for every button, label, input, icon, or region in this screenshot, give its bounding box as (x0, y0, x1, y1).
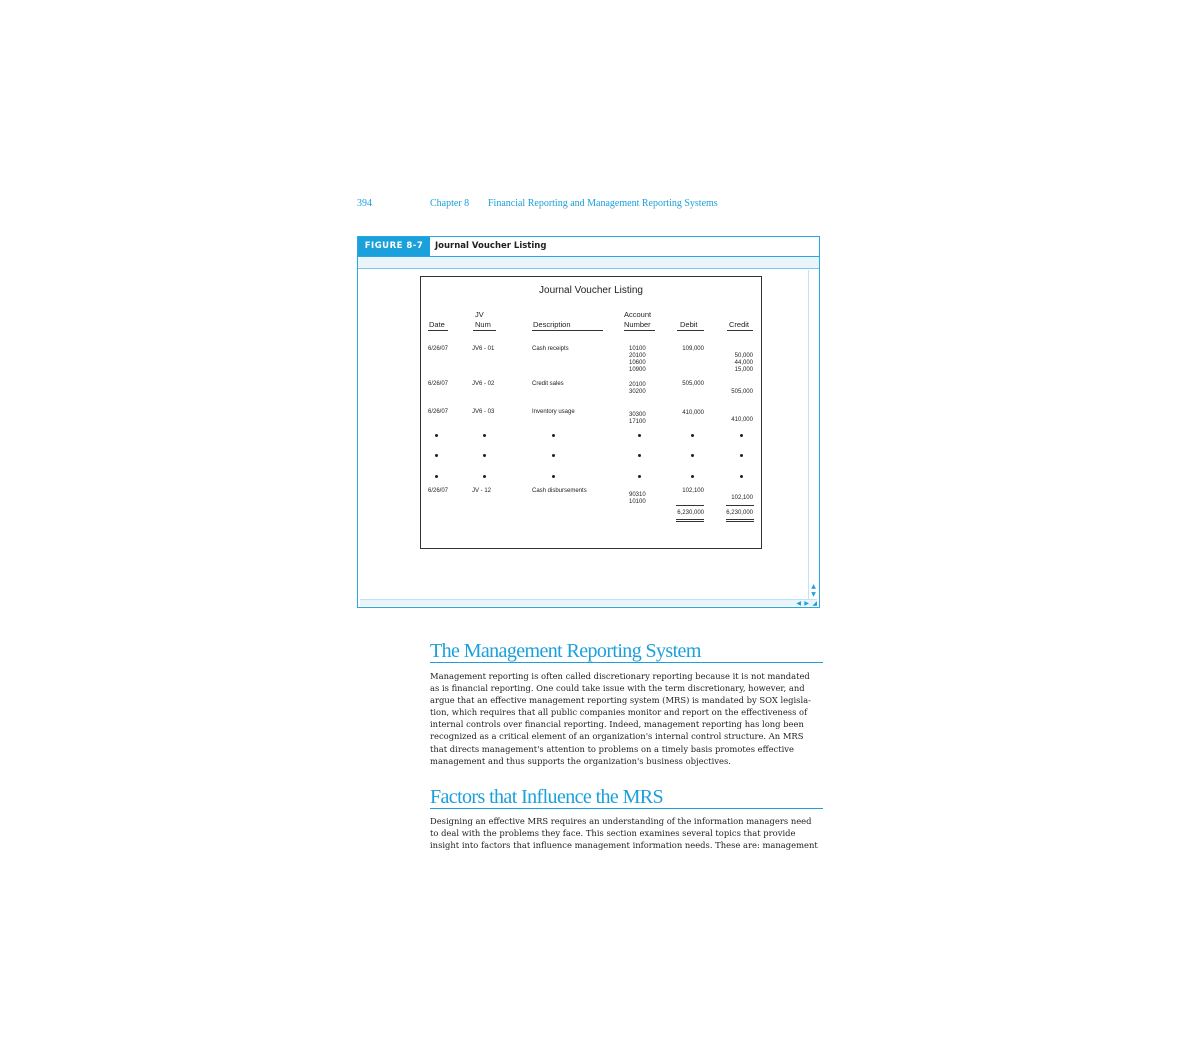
entry-date: 6/26/07 (428, 488, 449, 494)
figure-title: Journal Voucher Listing (435, 241, 547, 251)
entry-debit: 505,000 (682, 381, 704, 387)
entry-credit: 44,000 (734, 360, 753, 366)
entry-credit: 505,000 (731, 389, 753, 395)
section-paragraph-factors (430, 815, 823, 851)
entry-credit: 102,100 (731, 495, 753, 501)
ellipsis-dot (435, 475, 438, 478)
paragraph-line: that directs management's attention to problems on a timely basis promotes effective (430, 743, 794, 754)
scroll-up-icon[interactable]: ▲ (811, 583, 816, 590)
total-debit: 6,230,000 (677, 510, 704, 516)
ellipsis-dot (483, 475, 486, 478)
figure-header (358, 237, 819, 257)
ellipsis-dot (740, 475, 743, 478)
header-jv: JV (475, 310, 484, 319)
entry-jv-num: JV6 - 03 (472, 409, 495, 415)
header-num: Num (475, 320, 491, 329)
paragraph-line: tion, which requires that all public companies monitor and report on the effectiveness of (430, 707, 808, 718)
report-title: Journal Voucher Listing (539, 285, 643, 296)
ellipsis-dot (483, 454, 486, 457)
paragraph-line: internal controls over financial reporting. Indeed, management reporting has long been (430, 719, 804, 730)
paragraph-line: as is financial reporting. One could take issue with the term discretionary, however, and (430, 683, 805, 694)
entry-debit: 109,000 (682, 346, 704, 352)
entry-description: Cash receipts (532, 346, 569, 352)
paragraph-line: insight into factors that influence management information needs. These are: management (430, 840, 818, 851)
total-underline (726, 505, 754, 506)
ellipsis-dot (691, 434, 694, 437)
header-date: Date (429, 320, 445, 329)
entry-account: 10600 (629, 360, 646, 366)
chapter-title: Financial Reporting and Management Reporting Systems (488, 198, 718, 209)
total-double-underline (726, 521, 754, 522)
entry-debit: 410,000 (682, 410, 704, 416)
ellipsis-dot (691, 454, 694, 457)
entry-debit: 102,100 (682, 488, 704, 494)
scroll-down-icon[interactable]: ▼ (811, 591, 816, 598)
entry-date: 6/26/07 (428, 346, 449, 352)
ellipsis-dot (638, 475, 641, 478)
total-double-underline (676, 521, 704, 522)
entry-date: 6/26/07 (428, 381, 449, 387)
entry-date: 6/26/07 (428, 409, 449, 415)
entry-account: 10100 (629, 346, 646, 352)
entry-jv-num: JV6 - 01 (472, 346, 495, 352)
header-credit: Credit (729, 320, 750, 329)
entry-account: 30200 (629, 389, 646, 395)
entry-account: 30300 (629, 412, 646, 418)
entry-account: 20100 (629, 382, 646, 388)
header-description: Description (533, 320, 571, 329)
entry-account: 10100 (629, 499, 646, 505)
figure-label: FIGURE 8-7 (358, 237, 430, 256)
ellipsis-dot (740, 454, 743, 457)
resize-grip-icon[interactable]: ◢ (812, 600, 817, 607)
figure-journal-voucher-listing (357, 236, 820, 608)
total-double-underline (726, 519, 754, 520)
entry-account: 90310 (629, 492, 646, 498)
paragraph-line: argue that an effective management reporting system (MRS) is mandated by SOX legisla- (430, 695, 811, 706)
entry-jv-num: JV6 - 02 (472, 381, 495, 387)
section-heading-factors: Factors that Influence the MRS (430, 786, 823, 809)
entry-account: 20100 (629, 353, 646, 359)
entry-credit: 50,000 (734, 353, 753, 359)
header-underline (428, 330, 448, 331)
section-heading-mrs: The Management Reporting System (430, 640, 823, 663)
paragraph-line: Designing an effective MRS requires an understanding of the information managers need (430, 816, 812, 826)
ellipsis-dot (435, 434, 438, 437)
paragraph-line: Management reporting is often called discretionary reporting because it is not mandated (430, 671, 810, 681)
ellipsis-dot (483, 434, 486, 437)
ellipsis-dot (552, 475, 555, 478)
vertical-scrollbar[interactable] (808, 270, 817, 600)
paragraph-line: recognized as a critical element of an organization's internal control structure. An MRS (430, 731, 804, 742)
ellipsis-dot (638, 434, 641, 437)
entry-jv-num: JV - 12 (472, 488, 492, 494)
ellipsis-dot (740, 434, 743, 437)
scroll-left-icon[interactable]: ◀ (796, 600, 801, 607)
ellipsis-dot (638, 454, 641, 457)
header-underline (727, 330, 753, 331)
paragraph-line: management and thus supports the organization's business objectives. (430, 755, 731, 766)
header-underline (473, 330, 496, 331)
entry-description: Credit sales (532, 381, 564, 387)
ellipsis-dot (552, 454, 555, 457)
page-number: 394 (357, 198, 372, 209)
entry-credit: 410,000 (731, 417, 753, 423)
header-debit: Debit (680, 320, 698, 329)
report-window (420, 276, 762, 549)
entry-credit: 15,000 (734, 367, 753, 373)
running-head (357, 198, 827, 212)
section-paragraph-mrs (430, 670, 823, 767)
ellipsis-dot (691, 475, 694, 478)
entry-description: Cash disbursements (532, 488, 587, 494)
header-account: Account (624, 310, 652, 319)
total-double-underline (676, 519, 704, 520)
total-credit: 6,230,000 (726, 510, 753, 516)
horizontal-scrollbar[interactable] (360, 599, 817, 606)
total-underline (676, 505, 704, 506)
header-underline (624, 330, 655, 331)
header-underline (532, 330, 603, 331)
ellipsis-dot (552, 434, 555, 437)
entry-account: 10900 (629, 367, 646, 373)
chapter-number: Chapter 8 (430, 198, 470, 209)
entry-account: 17100 (629, 419, 646, 425)
header-underline (677, 330, 704, 331)
ellipsis-dot (435, 454, 438, 457)
header-number: Number (624, 320, 651, 329)
window-toolbar (358, 257, 819, 269)
scroll-right-icon[interactable]: ▶ (804, 600, 809, 607)
paragraph-line: to deal with the problems they face. This section examines several topics that provide (430, 828, 796, 839)
entry-description: Inventory usage (532, 409, 575, 415)
